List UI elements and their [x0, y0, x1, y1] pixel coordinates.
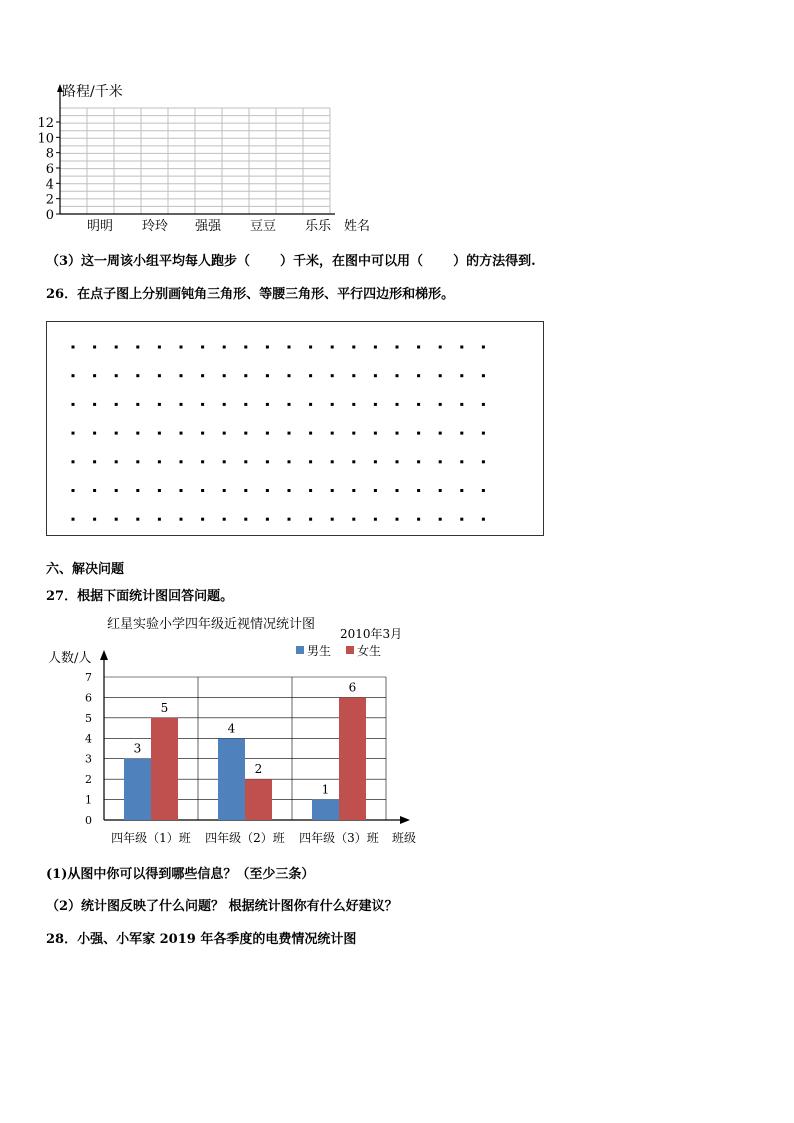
q27-sub2: （2）统计图反映了什么问题？ 根据统计图你有什么好建议？: [46, 899, 398, 914]
x-category-label: 四年级（3）班: [299, 831, 379, 845]
grid-dot: [93, 402, 96, 405]
y-tick-label: 6: [45, 162, 54, 177]
grid-dot: [417, 374, 420, 377]
grid-dot: [201, 374, 204, 377]
grid-dot: [244, 374, 247, 377]
grid-dot: [309, 431, 312, 434]
grid-dot: [114, 489, 117, 492]
grid-dot: [395, 460, 398, 463]
grid-dot: [179, 517, 182, 520]
grid-dot: [93, 431, 96, 434]
grid-dot: [395, 374, 398, 377]
grid-dot: [330, 489, 333, 492]
grid-dot: [222, 402, 225, 405]
grid-dot: [460, 517, 463, 520]
chart-subtitle: 2010年3月: [340, 627, 403, 641]
grid-dot: [201, 460, 204, 463]
grid-dot: [460, 431, 463, 434]
grid-dot: [330, 517, 333, 520]
grid-dot: [244, 460, 247, 463]
grid-dot: [373, 402, 376, 405]
grid-dot: [136, 517, 139, 520]
grid-dot: [71, 489, 74, 492]
y-axis-arrow: [100, 650, 108, 660]
grid-dot: [114, 460, 117, 463]
grid-dot: [265, 345, 268, 348]
y-tick-label: 2: [45, 192, 54, 208]
grid-dot: [481, 374, 484, 377]
y-tick-label: 7: [85, 671, 92, 684]
grid-dot: [417, 402, 420, 405]
bar: [218, 738, 245, 820]
grid-dot: [93, 345, 96, 348]
myopia-bar-chart: [40, 610, 440, 850]
y-tick-label: 6: [85, 691, 92, 705]
grid-dot: [438, 431, 441, 434]
grid-dot: [201, 431, 204, 434]
grid-dot: [287, 460, 290, 463]
grid-dot: [157, 460, 160, 463]
grid-dot: [157, 517, 160, 520]
grid-dot: [265, 489, 268, 492]
grid-dot: [265, 460, 268, 463]
grid-dot: [309, 345, 312, 348]
x-axis-arrow: [400, 816, 410, 824]
grid-dot: [460, 489, 463, 492]
grid-dot: [373, 489, 376, 492]
grid-dot: [179, 345, 182, 348]
grid-dot: [438, 374, 441, 377]
grid-dot: [417, 517, 420, 520]
grid-dot: [71, 374, 74, 377]
grid-dot: [481, 489, 484, 492]
bar: [339, 697, 366, 820]
grid-dot: [93, 460, 96, 463]
grid-dot: [136, 489, 139, 492]
grid-dot: [460, 374, 463, 377]
grid-dot: [114, 402, 117, 405]
grid-dot: [136, 345, 139, 348]
grid-dot: [352, 345, 355, 348]
grid-dot: [179, 402, 182, 405]
grid-dot: [222, 345, 225, 348]
grid-dot: [222, 489, 225, 492]
grid-dot: [481, 345, 484, 348]
y-tick-label: 10: [37, 131, 54, 147]
grid-dot: [417, 345, 420, 348]
grid-dot: [481, 402, 484, 405]
legend-swatch: [346, 646, 354, 654]
grid-dot: [136, 374, 139, 377]
bar-value-label: 1: [321, 782, 330, 797]
grid-dot: [157, 345, 160, 348]
y-tick-label: 5: [85, 711, 92, 725]
grid-dot: [287, 489, 290, 492]
x-category-label: 玲玲: [141, 219, 169, 234]
grid-dot: [330, 374, 333, 377]
x-category-label: 豆豆: [249, 219, 277, 234]
grid-dot: [114, 345, 117, 348]
grid-dot: [481, 431, 484, 434]
grid-dot: [136, 402, 139, 405]
bar: [245, 779, 272, 820]
grid-dot: [114, 431, 117, 434]
grid-dot: [309, 374, 312, 377]
distance-grid-chart: [30, 78, 390, 238]
grid-dot: [352, 517, 355, 520]
grid-dot: [179, 460, 182, 463]
grid-dot: [71, 431, 74, 434]
grid-dot: [93, 517, 96, 520]
q25-part3-text-b: ）千米，在图中可以用（: [280, 254, 424, 269]
grid-dot: [438, 489, 441, 492]
grid-dot: [352, 431, 355, 434]
x-category-label: 四年级（1）班: [111, 831, 191, 845]
grid-dot: [373, 517, 376, 520]
x-axis-label: 姓名: [344, 219, 371, 234]
grid-dot: [222, 374, 225, 377]
y-tick-label: 0: [85, 814, 92, 827]
legend-label: 女生: [357, 644, 382, 658]
y-tick-label: 2: [85, 773, 92, 787]
x-category-label: 明明: [86, 219, 114, 234]
y-tick-label: 3: [85, 752, 92, 766]
dot-grid: [46, 321, 544, 536]
grid-dot: [395, 431, 398, 434]
grid-dot: [287, 402, 290, 405]
bar-value-label: 4: [227, 721, 236, 736]
grid-dot: [71, 517, 74, 520]
chart-title: 红星实验小学四年级近视情况统计图: [107, 617, 316, 632]
grid-dot: [114, 374, 117, 377]
y-tick-label: 4: [45, 177, 54, 193]
grid-dot: [287, 517, 290, 520]
grid-dot: [244, 431, 247, 434]
grid-dot: [222, 460, 225, 463]
grid-dot: [460, 345, 463, 348]
grid-dot: [309, 489, 312, 492]
q25-part3-text-c: ）的方法得到.: [453, 254, 536, 269]
grid-dot: [201, 517, 204, 520]
grid-dot: [438, 402, 441, 405]
grid-dot: [222, 431, 225, 434]
grid-dot: [179, 374, 182, 377]
grid-dot: [179, 431, 182, 434]
grid-dot: [157, 431, 160, 434]
x-category-label: 强强: [194, 219, 222, 234]
grid-dot: [265, 374, 268, 377]
grid-dot: [287, 345, 290, 348]
grid-dot: [93, 374, 96, 377]
grid-dot: [244, 489, 247, 492]
grid-dot: [201, 402, 204, 405]
grid-dot: [136, 431, 139, 434]
grid-dot: [460, 402, 463, 405]
y-tick-label: 12: [37, 116, 54, 131]
grid-dot: [395, 402, 398, 405]
grid-dot: [157, 374, 160, 377]
bar-value-label: 5: [160, 700, 169, 715]
q25-part3-text-a: （3）这一周该小组平均每人跑步（: [46, 254, 251, 269]
y-axis-label: 人数/人: [48, 651, 92, 666]
grid-dot: [395, 345, 398, 348]
grid-dot: [395, 489, 398, 492]
q27-text: 27．根据下面统计图回答问题。: [46, 589, 234, 604]
grid-dot: [71, 402, 74, 405]
grid-dot: [265, 431, 268, 434]
grid-dot: [222, 517, 225, 520]
grid-dot: [244, 345, 247, 348]
grid-dot: [157, 402, 160, 405]
y-tick-label: 8: [45, 146, 54, 162]
q28-text: 28．小强、小军家 2019 年各季度的电费情况统计图: [46, 932, 357, 947]
grid-dot: [71, 345, 74, 348]
grid-dot: [417, 431, 420, 434]
grid-dot: [373, 460, 376, 463]
grid-dot: [157, 489, 160, 492]
y-tick-label: 4: [85, 732, 92, 746]
bar: [151, 718, 178, 820]
grid-dot: [71, 460, 74, 463]
grid-dot: [114, 517, 117, 520]
legend-label: 男生: [307, 644, 332, 658]
grid-dot: [201, 345, 204, 348]
grid-dot: [481, 460, 484, 463]
x-axis-label: 班级: [392, 831, 417, 845]
grid-dot: [330, 460, 333, 463]
y-tick-label: 1: [85, 793, 92, 807]
grid-dot: [244, 402, 247, 405]
grid-dot: [395, 517, 398, 520]
grid-dot: [330, 431, 333, 434]
grid-dot: [352, 460, 355, 463]
grid-dot: [438, 517, 441, 520]
bar: [312, 800, 339, 820]
grid-dot: [460, 460, 463, 463]
grid-dot: [373, 345, 376, 348]
bar: [124, 759, 151, 820]
y-axis-label: 路程/千米: [62, 84, 123, 100]
grid-dot: [330, 345, 333, 348]
grid-dot: [309, 402, 312, 405]
grid-dot: [438, 345, 441, 348]
grid-dot: [438, 460, 441, 463]
grid-dot: [352, 489, 355, 492]
bar-value-label: 6: [348, 680, 357, 695]
bar-value-label: 2: [254, 762, 263, 777]
bar-value-label: 3: [133, 741, 142, 756]
grid-dot: [330, 402, 333, 405]
grid-dot: [309, 460, 312, 463]
y-tick-label: 0: [45, 208, 54, 223]
grid-dot: [352, 402, 355, 405]
grid-dot: [373, 374, 376, 377]
grid-dot: [265, 402, 268, 405]
grid-dot: [201, 489, 204, 492]
grid-dot: [179, 489, 182, 492]
q27-sub1: (1)从图中你可以得到哪些信息？（至少三条）: [46, 867, 315, 882]
q26-text: 26．在点子图上分别画钝角三角形、等腰三角形、平行四边形和梯形。: [46, 287, 455, 302]
grid-dot: [244, 517, 247, 520]
grid-dot: [309, 517, 312, 520]
q25-part3: [46, 250, 536, 269]
dot-grid-box[interactable]: [46, 321, 544, 536]
grid-dot: [352, 374, 355, 377]
x-category-label: 四年级（2）班: [205, 831, 285, 845]
grid-dot: [287, 374, 290, 377]
grid-dot: [287, 431, 290, 434]
section-title: 六、解决问题: [46, 562, 125, 577]
grid-dot: [93, 489, 96, 492]
grid-dot: [417, 489, 420, 492]
grid-dot: [481, 517, 484, 520]
x-category-label: 乐乐: [304, 219, 332, 234]
legend-swatch: [296, 646, 304, 654]
grid-dot: [417, 460, 420, 463]
grid-dot: [373, 431, 376, 434]
grid-dot: [136, 460, 139, 463]
grid-dot: [265, 517, 268, 520]
